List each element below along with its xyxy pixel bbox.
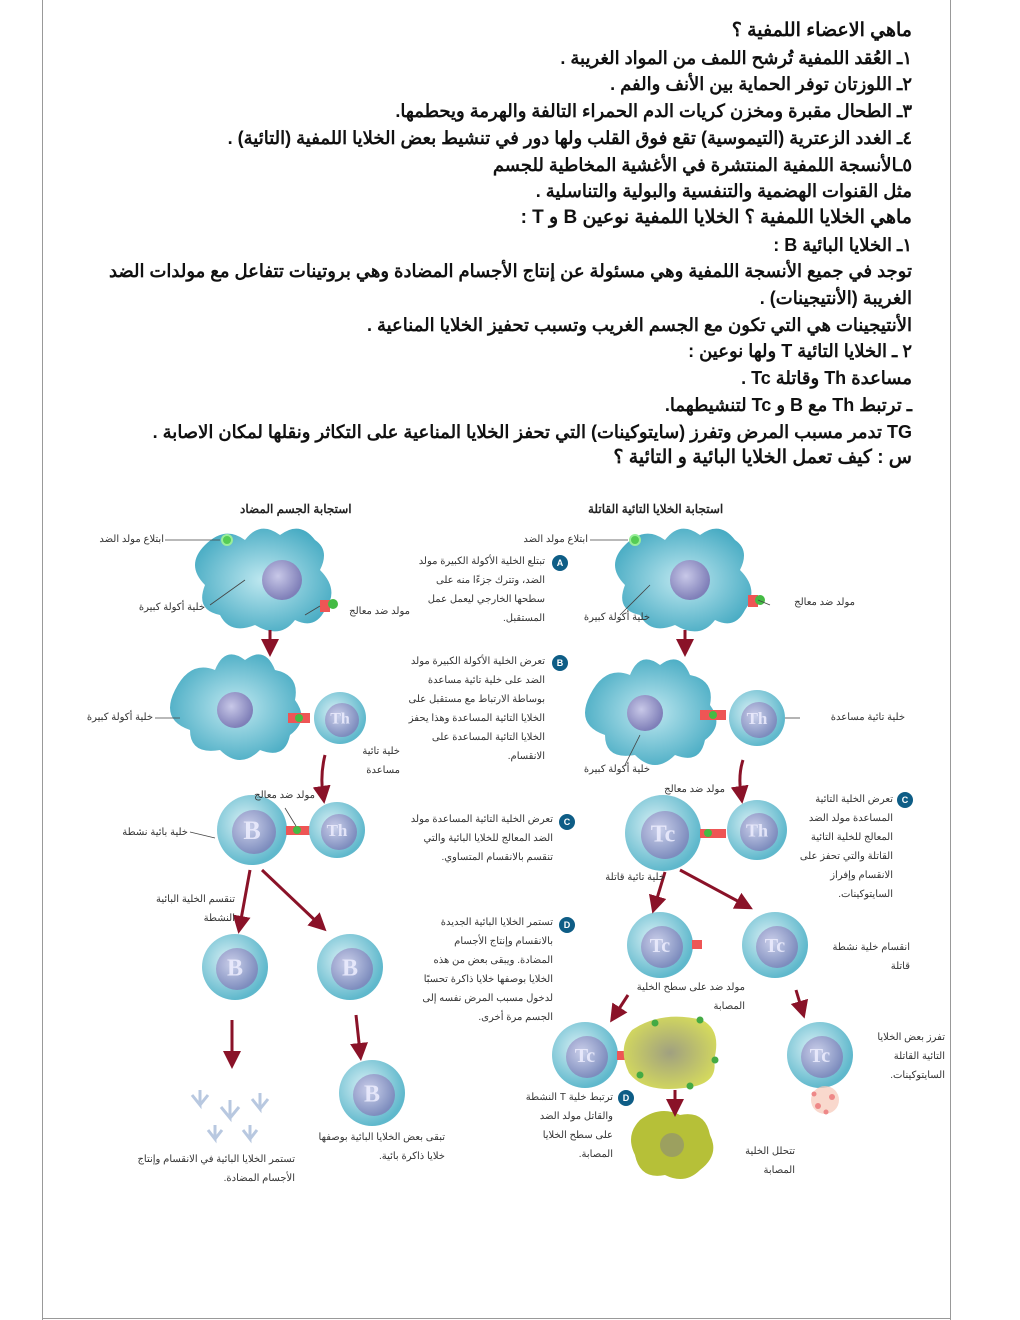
label-macrophage-left-1: خلية أكولة كبيرة <box>138 602 205 613</box>
page-border-bottom <box>42 1318 951 1319</box>
label-infected-cell-dissolves: تتحلل الخلية المصابة <box>745 1146 795 1176</box>
step-c-right-text: تعرض الخلية التائية المساعدة مولد الضد المعالج للخلية التائية القاتلة والتي تحفز على الانقسام وإفراز السايتوكينات. <box>799 794 893 900</box>
label-processed-antigen-right-1: مولد ضد معالج <box>794 597 855 608</box>
active-b-cell <box>217 795 316 865</box>
t-cell-binding: ـ ترتبط Th مع B و Tc لتنشيطهما. <box>664 394 912 415</box>
b-cell-daughter-1-letter: B <box>226 955 244 982</box>
document-text <box>92 18 912 472</box>
step-d-text: تستمر الخلايا البائية الجديدة بالانقسام وإنتاج الأجسام المضادة. ويبقى بعض من هذه الخلايا بوصفها خلايا ذاكرة تحسبًا لدخول مسبب المرض نفسه إلى الجسم مرة أخرى. <box>422 917 553 1023</box>
macrophage-right-2 <box>585 659 726 765</box>
label-antigen-on-infected-cell: مولد ضد على سطح الخلية المصابة <box>636 982 745 1012</box>
active-b-cell-letter: B <box>243 816 261 846</box>
step-c-text: تعرض الخلية التائية المساعدة مولد الضد المعالج للخلايا البائية والتي تنقسم بالانقسام المتساوي. <box>410 814 553 863</box>
label-killer-t-cell: خلية تائية قاتلة <box>605 872 665 883</box>
infected-cell <box>624 1017 719 1090</box>
tg-description: TG تدمر مسبب المرض وتفرز (سايتوكينات) التي تحفز الخلايا المناعية على التكاثر ونقلها لمكان الاصابة . <box>152 421 912 442</box>
tc-daughter-1-letter: Tc <box>649 935 671 957</box>
antigen-definition: الأنتيجينات هي التي تكون مع الجسم الغريب وتسبب تحفيز الخلايا المناعية . <box>366 314 912 335</box>
label-macrophage-right-1: خلية أكولة كبيرة <box>583 612 650 623</box>
step-b-text: تعرض الخلية الأكولة الكبيرة مولد الضد على خلية تائية مساعدة بوساطة الارتباط مع مستقبل على الخلايا التائية المساعدة وهذا يحفز الخلايا التائية المساعدة على الانقسام. <box>408 656 545 762</box>
label-active-killer-divides: انقسام خلية نشطة قاتلة <box>832 942 910 972</box>
label-processed-antigen-left-2: مولد ضد معالج <box>254 790 315 801</box>
macrophage-left-2 <box>170 654 310 760</box>
heading-lymph-organs: ماهي الاعضاء اللمفية ؟ <box>731 20 912 41</box>
left-column-title: استجابة الجسم المضاد <box>240 502 352 516</box>
label-engulf-antigen-right: ابتلاع مولد الضد <box>523 534 588 545</box>
t-cells-heading: ٢ ـ الخلايا التائية T ولها نوعين : <box>688 341 912 362</box>
label-engulf-antigen-left: ابتلاع مولد الضد <box>99 534 164 545</box>
step-badge-c: C <box>559 814 575 830</box>
label-b-cell-divides: تنقسم الخلية البائية النشطة <box>155 894 235 924</box>
question-how-cells-work: س : كيف تعمل الخلايا البائية و التائية ؟ <box>613 447 912 469</box>
item-mucosal-tissue: ٥ـالأنسجة اللمفية المنتشرة في الأغشية المخاطية للجسم <box>492 154 912 175</box>
t-cell-types: مساعدة Th وقاتلة Tc . <box>741 368 912 389</box>
label-helper-t-right: خلية تائية مساعدة <box>830 712 905 723</box>
label-active-b-cell: خلية بائية نشطة <box>122 827 188 838</box>
step-badge-a: A <box>552 555 568 571</box>
label-processed-antigen-left-1: مولد ضد معالج <box>349 606 410 617</box>
step-badge-b: B <box>552 655 568 671</box>
label-antibody-production: تستمر الخلايا البائية في الانقسام وإنتاج الأجسام المضادة. <box>137 1154 295 1184</box>
tc-attacking-letter: Tc <box>574 1045 596 1067</box>
b-cell-daughter-2-letter: B <box>341 955 359 982</box>
immune-response-diagram <box>0 490 1020 1210</box>
label-helper-t-left: خلية تائية مساعدة <box>362 746 400 776</box>
label-macrophage-left-2: خلية أكولة كبيرة <box>86 712 153 723</box>
right-column-title: استجابة الخلايا التائية القاتلة <box>588 502 724 516</box>
label-memory-b-cells: تبقى بعض الخلايا البائية بوصفها خلايا ذاكرة بائية. <box>318 1132 445 1162</box>
antibodies <box>192 1090 268 1139</box>
label-processed-antigen-right-2: مولد ضد معالج <box>664 784 725 795</box>
item-spleen: ٣ـ الطحال مقبرة ومخزن كريات الدم الحمراء التالفة والهرمة ويحطمها. <box>395 101 912 122</box>
item-thymus: ٤ـ الغدد الزعترية (التيموسية) تقع فوق القلب ولها دور في تنشيط بعض الخلايا اللمفية (التائية) . <box>227 127 912 148</box>
killer-t-cell-letter: Tc <box>650 821 676 848</box>
helper-t-cell-left-2-letter: Th <box>326 820 348 840</box>
item-mucosal-examples: مثل القنوات الهضمية والتنفسية والبولية والتناسلية . <box>535 181 912 202</box>
step-badge-d: D <box>559 917 575 933</box>
step-badge-c-right: C <box>897 792 913 808</box>
step-a-text: تبتلع الخلية الأكولة الكبيرة مولد الضد، وتترك جزءًا منه على سطحها الخارجي ليعمل عمل المستقبل. <box>418 556 545 624</box>
killer-t-cell <box>625 795 726 871</box>
item-tonsils: ٢ـ اللوزتان توفر الحماية بين الأنف والفم . <box>610 74 912 95</box>
b-cells-heading: ١ـ الخلايا البائية B : <box>773 234 912 255</box>
tc-daughter-2-letter: Tc <box>764 935 786 957</box>
helper-t-cell-left-letter: Th <box>330 710 350 728</box>
cytokines <box>811 1086 839 1115</box>
step-d2-text: ترتبط خلية T النشطة والقاتل مولد الضد على سطح الخلايا المصابة. <box>525 1092 613 1160</box>
heading-lymphocytes: ماهي الخلايا اللمفية ؟ الخلايا اللمفية نوعين B و T : <box>520 206 912 228</box>
step-badge-d2: D <box>618 1090 634 1106</box>
helper-t-cell-right-letter: Th <box>746 708 768 728</box>
helper-t-cell-right-2-letter: Th <box>745 820 769 841</box>
label-cytokines: تفرز بعض الخلايا التائية القاتلة السايتوكينات. <box>877 1032 945 1081</box>
macrophage-left-1 <box>195 529 338 632</box>
tc-secreting-letter: Tc <box>809 1045 831 1067</box>
item-lymph-nodes: ١ـ العُقد اللمفية تُرشح اللمف من المواد الغريبة . <box>560 47 912 68</box>
label-macrophage-right-2: خلية أكولة كبيرة <box>583 764 650 775</box>
destroyed-cell <box>631 1111 713 1179</box>
memory-b-cell-letter: B <box>363 1081 381 1108</box>
b-cells-description: توجد في جميع الأنسجة اللمفية وهي مسئولة عن إنتاج الأجسام المضادة وهي بروتينات تتفاعل مع مولدات الضد الغريبة (الأنتيجينات) . <box>108 261 912 309</box>
